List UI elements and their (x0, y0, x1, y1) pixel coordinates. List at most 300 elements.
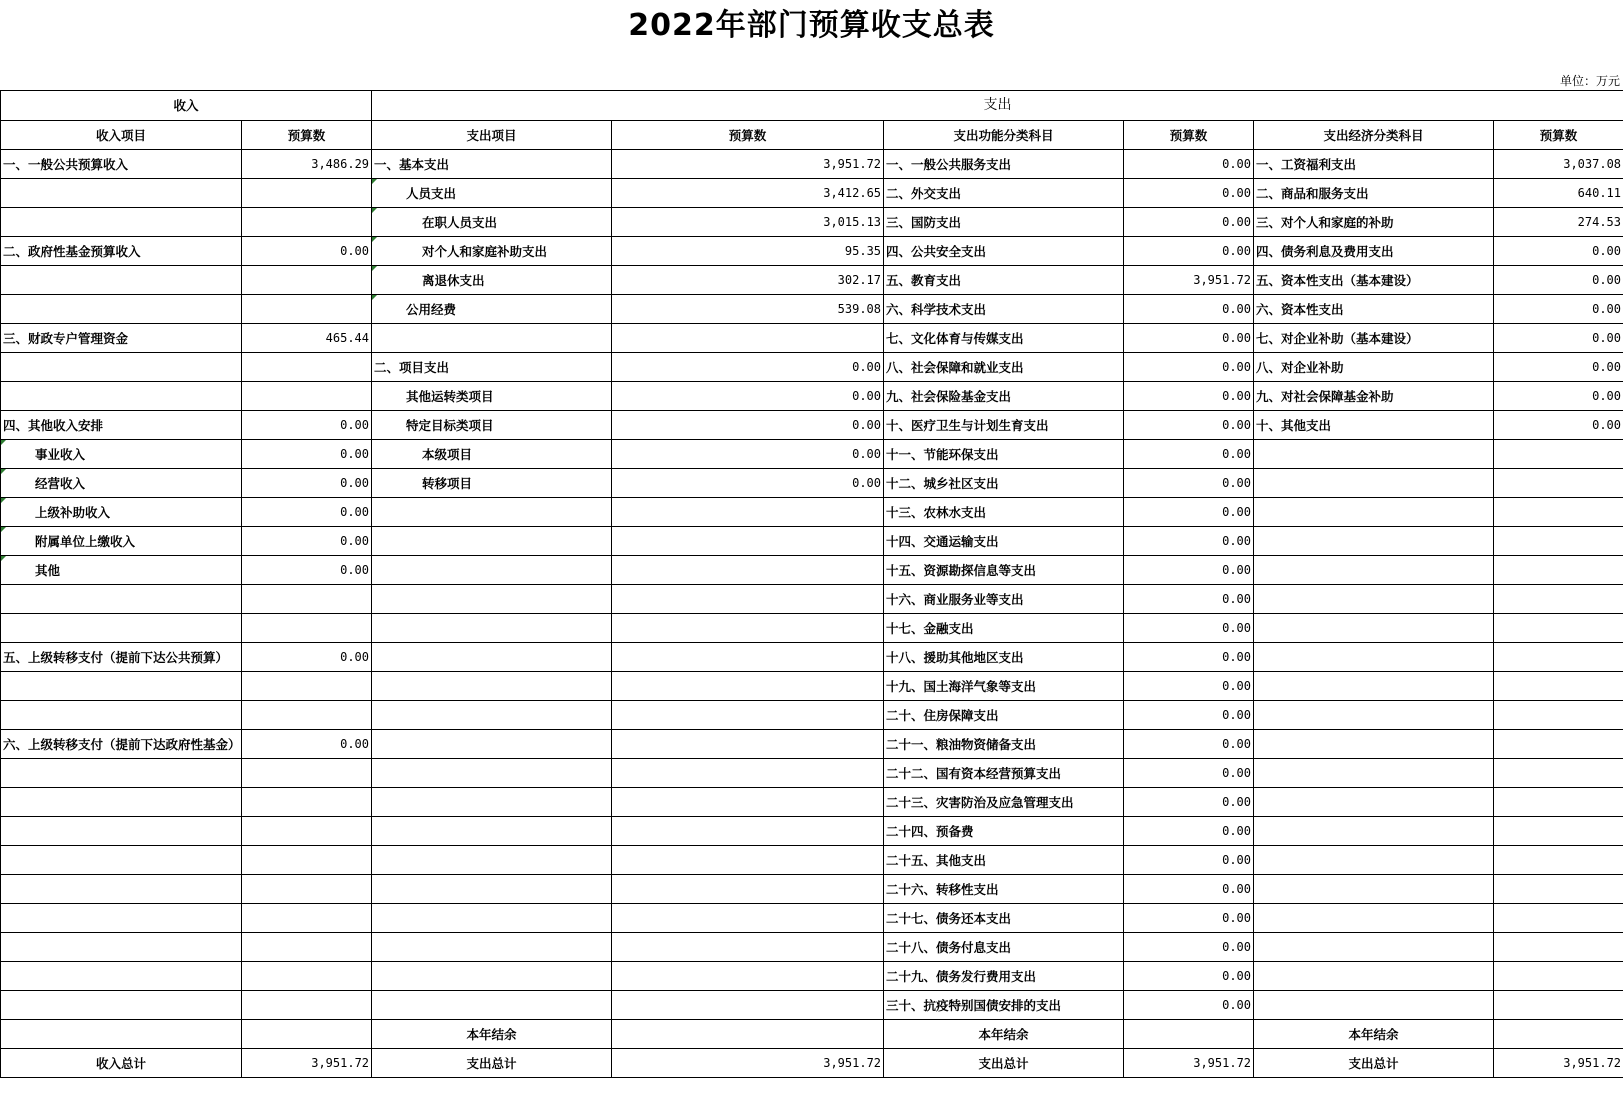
cell-income-item (1, 962, 242, 991)
cell-econ-budget: 3,037.08 (1494, 150, 1623, 179)
cell-func-class: 支出总计 (884, 1049, 1124, 1078)
cell-econ-class (1254, 643, 1494, 672)
cell-expense-budget (612, 498, 884, 527)
cell-expense-item (372, 556, 612, 585)
cell-func-budget: 0.00 (1124, 672, 1254, 701)
cell-expense-item: 特定目标类项目 (372, 411, 612, 440)
cell-income-budget (242, 991, 372, 1020)
cell-income-budget (242, 962, 372, 991)
cell-func-budget: 0.00 (1124, 643, 1254, 672)
cell-func-class: 二十四、预备费 (884, 817, 1124, 846)
cell-income-item: 四、其他收入安排 (1, 411, 242, 440)
cell-expense-budget (612, 701, 884, 730)
cell-econ-class (1254, 440, 1494, 469)
cell-func-class: 七、文化体育与传媒支出 (884, 324, 1124, 353)
cell-expense-budget (612, 962, 884, 991)
cell-func-budget: 0.00 (1124, 237, 1254, 266)
cell-income-budget: 0.00 (242, 411, 372, 440)
cell-func-budget: 0.00 (1124, 933, 1254, 962)
cell-econ-budget (1494, 701, 1623, 730)
cell-func-class: 本年结余 (884, 1020, 1124, 1049)
table-row (1, 440, 1623, 469)
cell-expense-item (372, 933, 612, 962)
cell-func-budget: 0.00 (1124, 556, 1254, 585)
cell-income-budget (242, 759, 372, 788)
cell-expense-item (372, 585, 612, 614)
cell-income-budget: 0.00 (242, 527, 372, 556)
cell-expense-item: 公用经费 (372, 295, 612, 324)
cell-expense-budget: 302.17 (612, 266, 884, 295)
cell-income-item (1, 875, 242, 904)
cell-income-budget (242, 614, 372, 643)
cell-income-item (1, 788, 242, 817)
cell-econ-class: 十、其他支出 (1254, 411, 1494, 440)
cell-func-class: 二十三、灾害防治及应急管理支出 (884, 788, 1124, 817)
cell-econ-class (1254, 933, 1494, 962)
cell-income-item: 五、上级转移支付（提前下达公共预算） (1, 643, 242, 672)
table-row (1, 672, 1623, 701)
cell-income-budget (242, 295, 372, 324)
cell-econ-budget: 640.11 (1494, 179, 1623, 208)
cell-expense-budget: 0.00 (612, 411, 884, 440)
cell-econ-class: 七、对企业补助（基本建设） (1254, 324, 1494, 353)
cell-income-budget (242, 179, 372, 208)
cell-income-item: 二、政府性基金预算收入 (1, 237, 242, 266)
cell-func-class: 二十六、转移性支出 (884, 875, 1124, 904)
cell-expense-budget: 3,412.65 (612, 179, 884, 208)
cell-func-class: 三、国防支出 (884, 208, 1124, 237)
cell-income-item (1, 382, 242, 411)
table-row (1, 788, 1623, 817)
budget-summary-table (0, 90, 1623, 1078)
cell-func-budget: 0.00 (1124, 759, 1254, 788)
cell-econ-class (1254, 904, 1494, 933)
cell-income-budget (242, 672, 372, 701)
cell-econ-class (1254, 846, 1494, 875)
cell-expense-item: 一、基本支出 (372, 150, 612, 179)
cell-func-budget: 0.00 (1124, 179, 1254, 208)
cell-expense-item (372, 643, 612, 672)
table-row (1, 933, 1623, 962)
cell-func-class: 十三、农林水支出 (884, 498, 1124, 527)
cell-income-budget (242, 904, 372, 933)
table-row (1, 875, 1623, 904)
cell-income-budget: 3,486.29 (242, 150, 372, 179)
cell-expense-item: 离退休支出 (372, 266, 612, 295)
cell-expense-budget: 3,951.72 (612, 150, 884, 179)
cell-income-budget (242, 701, 372, 730)
cell-expense-budget (612, 1020, 884, 1049)
cell-func-class: 二十一、粮油物资储备支出 (884, 730, 1124, 759)
cell-func-budget: 0.00 (1124, 904, 1254, 933)
table-row (1, 324, 1623, 353)
cell-econ-budget (1494, 991, 1623, 1020)
cell-econ-class (1254, 585, 1494, 614)
cell-expense-item: 本级项目 (372, 440, 612, 469)
cell-income-budget: 0.00 (242, 498, 372, 527)
cell-func-class: 十一、节能环保支出 (884, 440, 1124, 469)
cell-income-budget (242, 817, 372, 846)
cell-econ-class (1254, 759, 1494, 788)
table-row (1, 556, 1623, 585)
cell-expense-item (372, 759, 612, 788)
header-row-groups (1, 91, 1623, 121)
cell-expense-budget (612, 730, 884, 759)
cell-econ-class (1254, 817, 1494, 846)
cell-econ-budget: 0.00 (1494, 295, 1623, 324)
cell-func-class: 二十、住房保障支出 (884, 701, 1124, 730)
col-econ-budget: 预算数 (1494, 121, 1623, 150)
cell-econ-class (1254, 498, 1494, 527)
cell-func-class: 二十七、债务还本支出 (884, 904, 1124, 933)
cell-expense-item (372, 962, 612, 991)
cell-econ-class (1254, 527, 1494, 556)
table-row (1, 353, 1623, 382)
cell-func-budget: 0.00 (1124, 208, 1254, 237)
cell-expense-budget (612, 585, 884, 614)
cell-func-class: 八、社会保障和就业支出 (884, 353, 1124, 382)
cell-econ-budget (1494, 759, 1623, 788)
cell-econ-budget (1494, 585, 1623, 614)
table-row (1, 759, 1623, 788)
cell-func-class: 三十、抗疫特别国债安排的支出 (884, 991, 1124, 1020)
cell-econ-class: 支出总计 (1254, 1049, 1494, 1078)
cell-econ-budget: 0.00 (1494, 237, 1623, 266)
cell-func-class: 二十五、其他支出 (884, 846, 1124, 875)
balance-row (1, 1020, 1623, 1049)
cell-func-class: 四、公共安全支出 (884, 237, 1124, 266)
cell-econ-class (1254, 875, 1494, 904)
cell-econ-class: 八、对企业补助 (1254, 353, 1494, 382)
cell-income-item: 上级补助收入 (1, 498, 242, 527)
cell-econ-class: 一、工资福利支出 (1254, 150, 1494, 179)
cell-econ-budget: 0.00 (1494, 266, 1623, 295)
cell-expense-item (372, 672, 612, 701)
unit-label: 单位：万元 (1559, 74, 1620, 88)
cell-func-budget: 0.00 (1124, 788, 1254, 817)
table-row (1, 730, 1623, 759)
cell-income-item: 六、上级转移支付（提前下达政府性基金） (1, 730, 242, 759)
cell-income-item (1, 933, 242, 962)
cell-econ-class: 六、资本性支出 (1254, 295, 1494, 324)
cell-func-class: 十四、交通运输支出 (884, 527, 1124, 556)
cell-func-class: 二、外交支出 (884, 179, 1124, 208)
col-income-item: 收入项目 (1, 121, 242, 150)
cell-income-item: 三、财政专户管理资金 (1, 324, 242, 353)
cell-expense-budget (612, 846, 884, 875)
cell-func-budget: 3,951.72 (1124, 1049, 1254, 1078)
cell-econ-budget (1494, 614, 1623, 643)
cell-func-budget: 0.00 (1124, 817, 1254, 846)
cell-income-item (1, 266, 242, 295)
cell-income-item (1, 208, 242, 237)
cell-income-budget (242, 382, 372, 411)
cell-income-budget: 0.00 (242, 643, 372, 672)
cell-econ-class (1254, 469, 1494, 498)
cell-econ-budget (1494, 1020, 1623, 1049)
cell-expense-budget (612, 672, 884, 701)
cell-income-budget: 0.00 (242, 556, 372, 585)
cell-expense-budget: 0.00 (612, 440, 884, 469)
cell-func-budget: 0.00 (1124, 614, 1254, 643)
cell-expense-item: 本年结余 (372, 1020, 612, 1049)
cell-expense-item: 转移项目 (372, 469, 612, 498)
cell-func-class: 十九、国土海洋气象等支出 (884, 672, 1124, 701)
table-row (1, 498, 1623, 527)
cell-econ-budget (1494, 643, 1623, 672)
cell-func-budget: 3,951.72 (1124, 266, 1254, 295)
cell-expense-item (372, 788, 612, 817)
cell-expense-budget (612, 614, 884, 643)
cell-income-budget: 0.00 (242, 440, 372, 469)
cell-func-class: 十七、金融支出 (884, 614, 1124, 643)
cell-econ-class (1254, 701, 1494, 730)
cell-econ-class: 九、对社会保障基金补助 (1254, 382, 1494, 411)
cell-income-item: 其他 (1, 556, 242, 585)
cell-econ-budget (1494, 440, 1623, 469)
cell-func-class: 五、教育支出 (884, 266, 1124, 295)
cell-income-budget (242, 353, 372, 382)
cell-expense-item (372, 730, 612, 759)
cell-income-budget: 465.44 (242, 324, 372, 353)
cell-expense-item (372, 527, 612, 556)
cell-expense-budget (612, 556, 884, 585)
cell-income-item (1, 904, 242, 933)
cell-income-budget: 0.00 (242, 469, 372, 498)
cell-expense-budget (612, 324, 884, 353)
cell-income-item (1, 991, 242, 1020)
cell-func-budget: 0.00 (1124, 962, 1254, 991)
table-row (1, 411, 1623, 440)
income-group-header: 收入 (1, 91, 372, 121)
cell-func-class: 十二、城乡社区支出 (884, 469, 1124, 498)
cell-income-item (1, 846, 242, 875)
cell-func-budget: 0.00 (1124, 991, 1254, 1020)
cell-func-budget: 0.00 (1124, 411, 1254, 440)
cell-expense-budget (612, 991, 884, 1020)
cell-econ-budget (1494, 817, 1623, 846)
cell-econ-budget (1494, 672, 1623, 701)
cell-econ-budget: 274.53 (1494, 208, 1623, 237)
col-income-budget: 预算数 (242, 121, 372, 150)
table-row (1, 614, 1623, 643)
cell-econ-budget (1494, 469, 1623, 498)
table-row (1, 179, 1623, 208)
cell-expense-budget (612, 817, 884, 846)
cell-econ-budget (1494, 556, 1623, 585)
cell-econ-class (1254, 962, 1494, 991)
cell-income-item (1, 759, 242, 788)
cell-func-budget: 0.00 (1124, 585, 1254, 614)
cell-econ-budget (1494, 730, 1623, 759)
cell-income-item (1, 672, 242, 701)
cell-econ-class (1254, 991, 1494, 1020)
col-func-class: 支出功能分类科目 (884, 121, 1124, 150)
cell-econ-class: 五、资本性支出（基本建设） (1254, 266, 1494, 295)
cell-expense-budget: 0.00 (612, 469, 884, 498)
cell-func-budget: 0.00 (1124, 846, 1254, 875)
cell-econ-budget: 0.00 (1494, 324, 1623, 353)
cell-income-item (1, 585, 242, 614)
cell-func-budget: 0.00 (1124, 382, 1254, 411)
cell-expense-budget (612, 643, 884, 672)
cell-income-item (1, 817, 242, 846)
cell-func-class: 十五、资源勘探信息等支出 (884, 556, 1124, 585)
cell-income-item (1, 179, 242, 208)
cell-expense-item (372, 614, 612, 643)
cell-expense-item: 支出总计 (372, 1049, 612, 1078)
cell-func-budget (1124, 1020, 1254, 1049)
cell-income-budget (242, 208, 372, 237)
cell-econ-class: 二、商品和服务支出 (1254, 179, 1494, 208)
cell-income-budget (242, 788, 372, 817)
cell-income-item (1, 295, 242, 324)
cell-income-item: 经营收入 (1, 469, 242, 498)
cell-func-budget: 0.00 (1124, 701, 1254, 730)
cell-func-class: 十八、援助其他地区支出 (884, 643, 1124, 672)
cell-expense-budget (612, 933, 884, 962)
cell-expense-item (372, 991, 612, 1020)
cell-income-budget (242, 875, 372, 904)
cell-expense-budget: 3,951.72 (612, 1049, 884, 1078)
table-row (1, 295, 1623, 324)
cell-expense-item (372, 875, 612, 904)
cell-econ-budget (1494, 875, 1623, 904)
cell-func-budget: 0.00 (1124, 324, 1254, 353)
table-row (1, 846, 1623, 875)
header-row-columns (1, 121, 1623, 150)
cell-income-budget (242, 585, 372, 614)
table-row (1, 701, 1623, 730)
cell-econ-budget: 0.00 (1494, 382, 1623, 411)
table-row (1, 643, 1623, 672)
cell-econ-budget (1494, 933, 1623, 962)
expense-group-header: 支出 (372, 91, 1623, 121)
cell-expense-item (372, 817, 612, 846)
table-row (1, 382, 1623, 411)
cell-income-item: 一、一般公共预算收入 (1, 150, 242, 179)
cell-func-class: 十六、商业服务业等支出 (884, 585, 1124, 614)
cell-expense-item (372, 846, 612, 875)
cell-income-item (1, 701, 242, 730)
total-row (1, 1049, 1623, 1078)
cell-func-budget: 0.00 (1124, 295, 1254, 324)
cell-expense-budget: 3,015.13 (612, 208, 884, 237)
cell-econ-budget (1494, 904, 1623, 933)
cell-econ-budget (1494, 788, 1623, 817)
cell-func-class: 二十八、债务付息支出 (884, 933, 1124, 962)
cell-expense-budget (612, 788, 884, 817)
col-expense-budget: 预算数 (612, 121, 884, 150)
cell-econ-class (1254, 788, 1494, 817)
cell-econ-budget (1494, 846, 1623, 875)
table-row (1, 991, 1623, 1020)
cell-expense-budget (612, 527, 884, 556)
cell-econ-class: 四、债务利息及费用支出 (1254, 237, 1494, 266)
cell-income-budget (242, 846, 372, 875)
table-row (1, 150, 1623, 179)
cell-expense-budget: 95.35 (612, 237, 884, 266)
cell-income-budget: 0.00 (242, 730, 372, 759)
cell-expense-item (372, 498, 612, 527)
cell-expense-item (372, 904, 612, 933)
table-row (1, 817, 1623, 846)
cell-func-class: 十、医疗卫生与计划生育支出 (884, 411, 1124, 440)
cell-expense-item (372, 324, 612, 353)
cell-func-budget: 0.00 (1124, 150, 1254, 179)
cell-econ-class (1254, 614, 1494, 643)
cell-expense-item: 其他运转类项目 (372, 382, 612, 411)
cell-expense-budget (612, 904, 884, 933)
cell-econ-budget (1494, 962, 1623, 991)
cell-econ-class: 本年结余 (1254, 1020, 1494, 1049)
cell-econ-budget (1494, 498, 1623, 527)
cell-expense-item: 在职人员支出 (372, 208, 612, 237)
table-row (1, 904, 1623, 933)
cell-expense-budget: 0.00 (612, 353, 884, 382)
table-row (1, 208, 1623, 237)
col-econ-class: 支出经济分类科目 (1254, 121, 1494, 150)
cell-econ-budget: 0.00 (1494, 411, 1623, 440)
cell-func-budget: 0.00 (1124, 875, 1254, 904)
cell-econ-budget (1494, 527, 1623, 556)
cell-expense-item: 对个人和家庭补助支出 (372, 237, 612, 266)
table-row (1, 237, 1623, 266)
cell-econ-class (1254, 672, 1494, 701)
cell-income-budget (242, 933, 372, 962)
cell-func-budget: 0.00 (1124, 527, 1254, 556)
cell-econ-class: 三、对个人和家庭的补助 (1254, 208, 1494, 237)
cell-func-class: 二十九、债务发行费用支出 (884, 962, 1124, 991)
cell-func-budget: 0.00 (1124, 353, 1254, 382)
cell-income-budget (242, 1020, 372, 1049)
table-row (1, 585, 1623, 614)
cell-income-item: 附属单位上缴收入 (1, 527, 242, 556)
cell-expense-budget (612, 875, 884, 904)
cell-econ-class (1254, 556, 1494, 585)
cell-expense-budget: 0.00 (612, 382, 884, 411)
cell-func-budget: 0.00 (1124, 440, 1254, 469)
cell-expense-item: 人员支出 (372, 179, 612, 208)
cell-income-item: 收入总计 (1, 1049, 242, 1078)
cell-func-class: 九、社会保险基金支出 (884, 382, 1124, 411)
cell-income-item (1, 614, 242, 643)
cell-func-budget: 0.00 (1124, 730, 1254, 759)
cell-income-budget: 0.00 (242, 237, 372, 266)
cell-econ-budget: 3,951.72 (1494, 1049, 1623, 1078)
cell-func-class: 一、一般公共服务支出 (884, 150, 1124, 179)
page-title: 2022年部门预算收支总表 (628, 8, 995, 43)
cell-income-budget (242, 266, 372, 295)
cell-econ-budget: 0.00 (1494, 353, 1623, 382)
cell-income-item: 事业收入 (1, 440, 242, 469)
cell-income-item (1, 1020, 242, 1049)
cell-expense-budget: 539.08 (612, 295, 884, 324)
cell-income-item (1, 353, 242, 382)
cell-econ-class (1254, 730, 1494, 759)
col-func-budget: 预算数 (1124, 121, 1254, 150)
cell-func-class: 六、科学技术支出 (884, 295, 1124, 324)
table-row (1, 527, 1623, 556)
cell-expense-budget (612, 759, 884, 788)
col-expense-item: 支出项目 (372, 121, 612, 150)
cell-income-budget: 3,951.72 (242, 1049, 372, 1078)
cell-func-budget: 0.00 (1124, 498, 1254, 527)
table-row (1, 962, 1623, 991)
cell-func-budget: 0.00 (1124, 469, 1254, 498)
table-row (1, 469, 1623, 498)
cell-expense-item: 二、项目支出 (372, 353, 612, 382)
